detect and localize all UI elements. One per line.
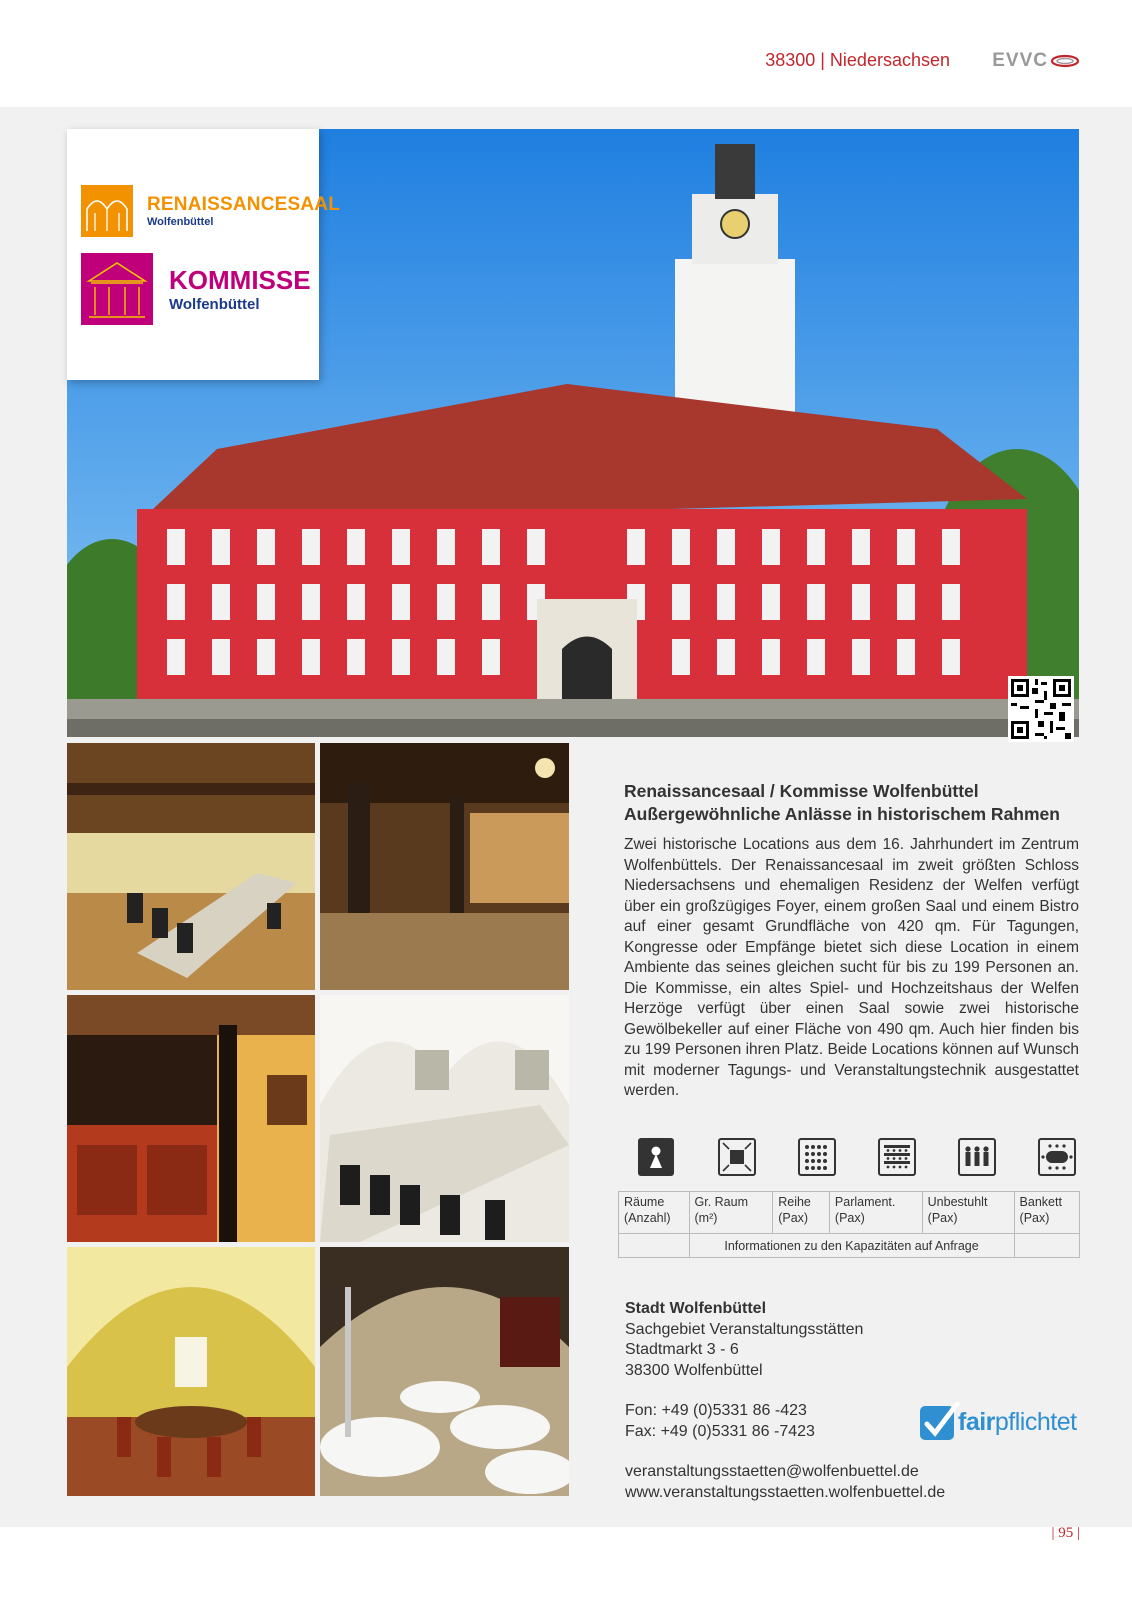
header-parliament: Parlament. (Pax) (829, 1192, 922, 1234)
room-size-icon (718, 1138, 756, 1176)
header-banquet: Bankett (Pax) (1014, 1192, 1079, 1234)
header-rooms: Räume (Anzahl) (619, 1192, 690, 1234)
renaissancesaal-title: RENAISSANCESAAL (147, 194, 341, 215)
article-subtitle: Außergewöhnliche Anlässe in historischem Rahmen (624, 804, 1060, 824)
photo-hall-conference-table (67, 743, 315, 990)
evvc-swoosh-icon (1050, 53, 1080, 69)
banquet-icon (1038, 1138, 1076, 1176)
fairpflichtet-wordmark: fairpflichtet (958, 1408, 1077, 1436)
contact-phone: Fon: +49 (0)5331 86 -423 (625, 1402, 807, 1419)
photo-banquet-vault (320, 1247, 569, 1496)
capacity-value-row (619, 1234, 1080, 1258)
contact-street: Stadtmarkt 3 - 6 (625, 1341, 739, 1358)
page-number: | 95 | (1051, 1525, 1080, 1541)
article-body: Zwei historische Locations aus dem 16. Jahrhundert im Zentrum Wolfenbüttels. Der Renaissancesaal im zweit größten Schloss Niedersachsens und ehemaligen Residenz der Welfen verfügt über ein großzügiges Foyer, einem großen Saal und einem Bistro auf einer gesamt Grundfläche von 420 qm. Für Tagungen, Kongresse oder Empfänge bietet sich diese Location in einem Ambiente das seines gleichen sucht für bis zu 199 Personen an. Die Kommisse, ein altes Spiel- und Hochzeitshaus der Welfen Herzöge verfügt über einen Saal sowie zwei historische Gewölbekeller auf einer Fläche von 490 qm. Auch hier finden bis zu 199 Personen ihren Platz. Beide Locations können auf Wunsch mit moderner Tagungs- und Veranstaltungstechnik ausgestattet werden. (624, 836, 1079, 1099)
photo-vaulted-cellar-columns (320, 743, 569, 990)
kommisse-title: KOMMISSE (169, 265, 311, 295)
capacity-icons (636, 1138, 1076, 1178)
kommisse-logo (81, 253, 311, 325)
capacity-note: Informationen zu den Kapazitäten auf Anfrage (689, 1234, 1014, 1258)
standing-icon (958, 1138, 996, 1176)
header-standing: Unbestuhlt (Pax) (922, 1192, 1014, 1234)
rooms-value (619, 1234, 690, 1258)
evvc-wordmark: EVVC (992, 50, 1048, 71)
region-label: 38300 | Niedersachsen (765, 50, 950, 70)
header-row: Reihe (Pax) (773, 1192, 830, 1234)
capacity-table (618, 1191, 1080, 1258)
capacity-header-row (619, 1192, 1080, 1234)
qr-code[interactable] (1008, 676, 1074, 742)
contact-org: Stadt Wolfenbüttel (625, 1300, 767, 1317)
photo-round-table-room (67, 1247, 315, 1496)
banquet-value (1014, 1234, 1079, 1258)
article (624, 780, 1079, 1102)
contact-fax: Fax: +49 (0)5331 86 -7423 (625, 1422, 815, 1440)
contact-city: 38300 Wolfenbüttel (625, 1361, 763, 1379)
contact-dept: Sachgebiet Veranstaltungsstätten (625, 1320, 864, 1338)
contact-email[interactable]: veranstaltungsstaetten@wolfenbuettel.de (625, 1463, 919, 1480)
logo-card (67, 129, 341, 380)
contact-block (625, 1299, 945, 1503)
checkmark-icon (920, 1402, 960, 1442)
kommisse-subtitle: Wolfenbüttel (169, 296, 260, 313)
renaissancesaal-logo (81, 185, 340, 237)
contact-website[interactable]: www.veranstaltungsstaetten.wolfenbuettel.de (625, 1483, 946, 1501)
parliament-seating-icon (878, 1138, 916, 1176)
arch-icon (81, 185, 133, 237)
article-title: Renaissancesaal / Kommisse Wolfenbüttel (624, 781, 979, 801)
photo-white-vault-seminar (320, 995, 569, 1242)
renaissancesaal-subtitle: Wolfenbüttel (147, 216, 214, 228)
evvc-logo (992, 50, 1080, 72)
portico-icon (81, 253, 153, 325)
photo-bistro-bar (67, 995, 315, 1242)
rooms-icon (638, 1138, 674, 1176)
header-room-size: Gr. Raum (m²) (689, 1192, 773, 1234)
row-seating-icon (798, 1138, 836, 1176)
fairpflichtet-logo (920, 1402, 1080, 1444)
